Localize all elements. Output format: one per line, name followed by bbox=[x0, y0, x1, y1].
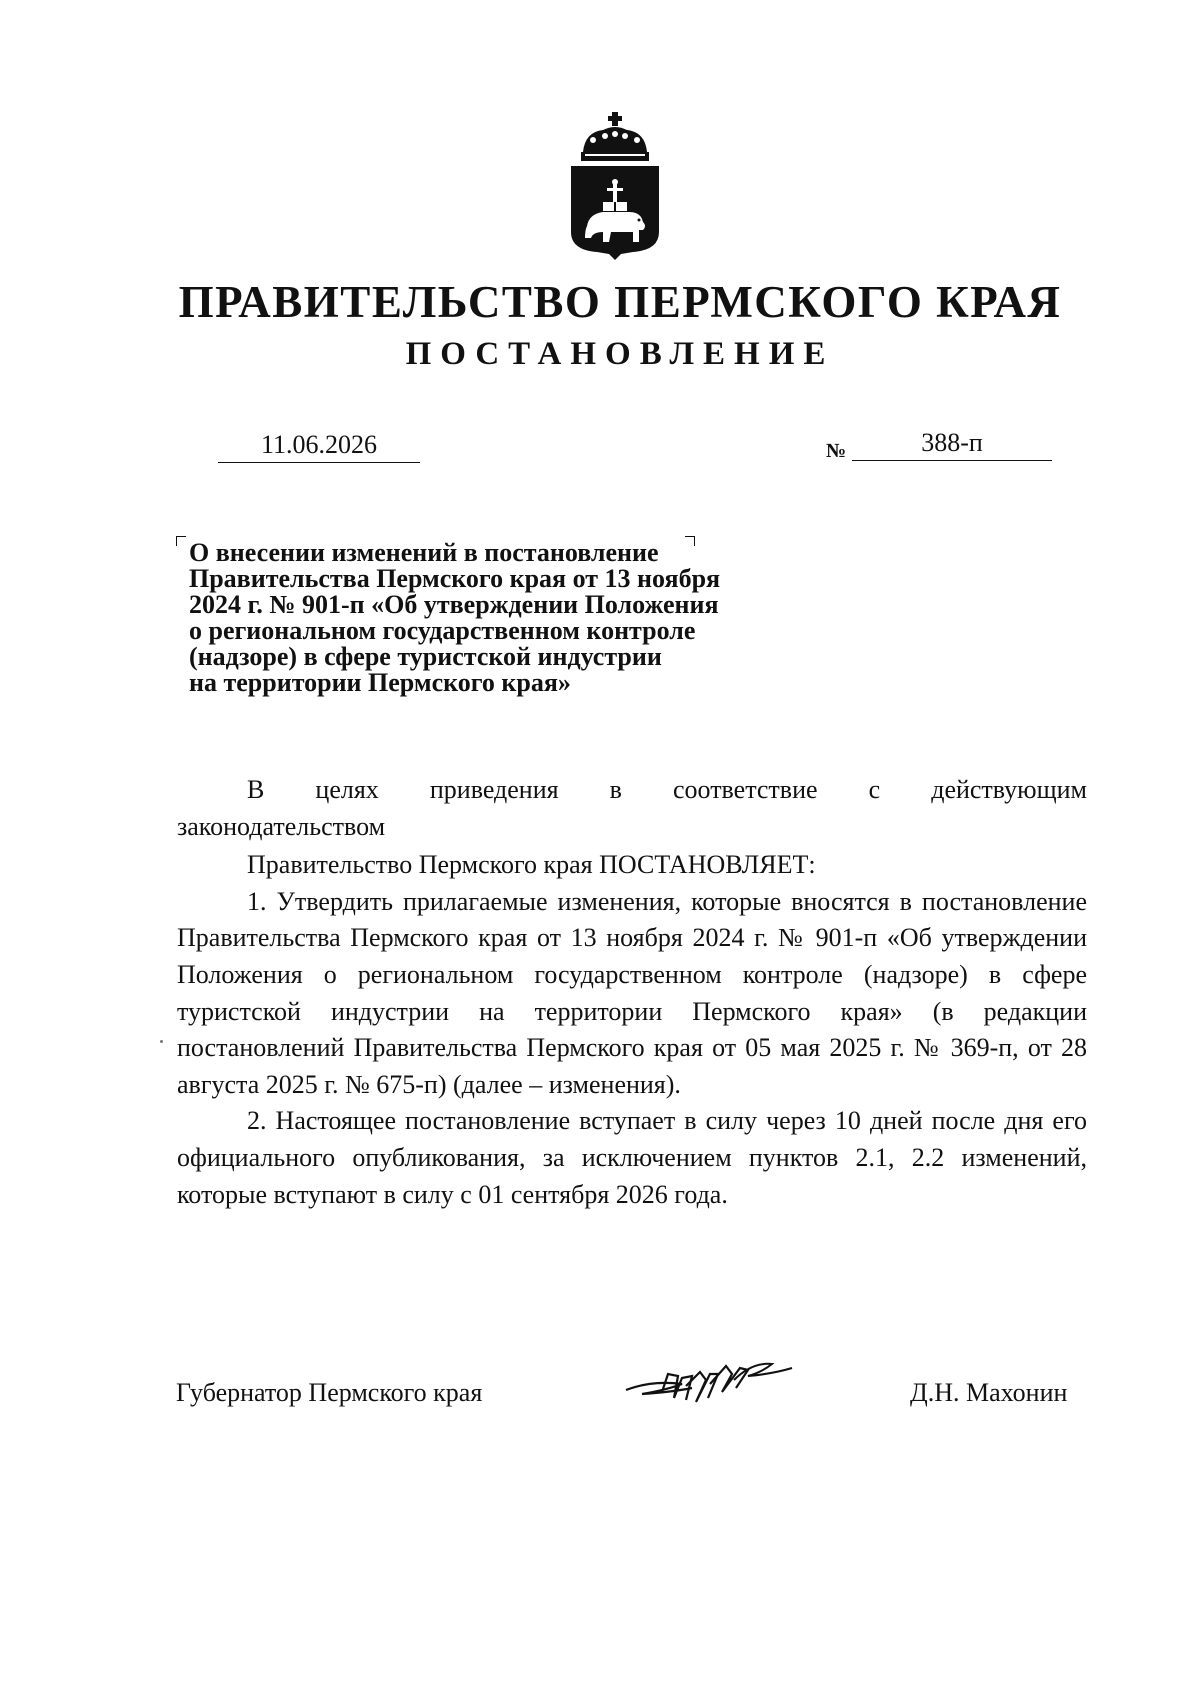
perm-krai-coat-of-arms-icon bbox=[563, 110, 667, 260]
subject-line: о региональном государственном контроле bbox=[189, 616, 696, 645]
resolution-phrase: Правительство Пермского края ПОСТАНОВЛЯЕТ: bbox=[247, 850, 816, 880]
resolution-item-1: 1. Утвердить прилагаемые изменения, которые вносятся в постановление Правительства Пермского края от 13 ноября 2024 г. № 901-п «Об утверждении Положения о региональном государственном контроле (надзоре) в сфере туристской индустрии на территории Пермского края» (в редакции постановлений Правительства Пермского края от 05 мая 2025 г. № 369-п, от 28 августа 2025 г. № 675-п) (далее – изменения). bbox=[177, 886, 1087, 1099]
preamble-line: законодательством bbox=[177, 811, 386, 841]
document-number: 388-п bbox=[852, 426, 1052, 461]
scan-speck bbox=[160, 1040, 163, 1043]
handwritten-signature-icon bbox=[622, 1350, 802, 1410]
signer-name: Д.Н. Махонин bbox=[910, 1378, 1068, 1407]
subject-line: (надзоре) в сфере туристской индустрии bbox=[189, 642, 662, 671]
subject-line: Правительства Пермского края от 13 ноября bbox=[189, 564, 721, 593]
document-date: 11.06.2026 bbox=[218, 428, 420, 463]
government-name: ПРАВИТЕЛЬСТВО ПЕРМСКОГО КРАЯ bbox=[178, 277, 1062, 327]
preamble-line: В целях приведения в соответствие с действующим bbox=[247, 775, 1087, 804]
subject-line: О внесении изменений в постановление bbox=[189, 538, 659, 567]
signer-position: Губернатор Пермского края bbox=[176, 1378, 483, 1407]
number-label: № bbox=[826, 440, 847, 462]
subject-line: 2024 г. № 901-п «Об утверждении Положения bbox=[189, 590, 719, 619]
document-body bbox=[177, 772, 1087, 1213]
document-type: ПОСТАНОВЛЕНИЕ bbox=[405, 336, 835, 372]
subject-corner-mark-left bbox=[176, 536, 186, 546]
document-subject bbox=[189, 540, 789, 696]
resolution-item-2: 2. Настоящее постановление вступает в силу через 10 дней после дня его официального опубликования, за исключением пунктов 2.1, 2.2 изменений, которые вступают в силу с 01 сентября 2026 года. bbox=[177, 1106, 1087, 1209]
subject-line: на территории Пермского края» bbox=[189, 668, 571, 697]
